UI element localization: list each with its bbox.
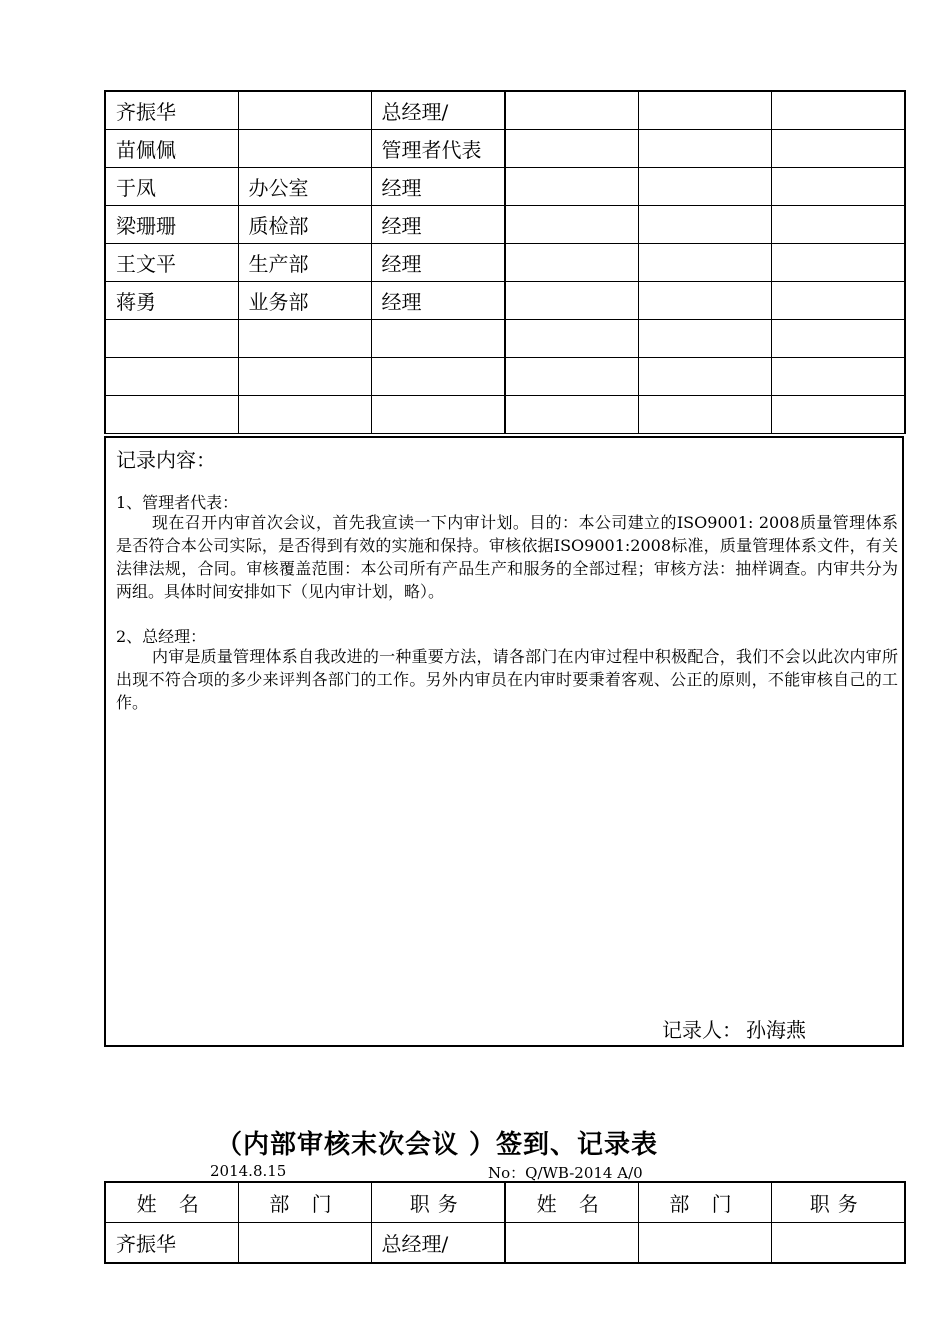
name-cell [505,396,638,434]
record-title: 记录内容： [116,448,216,472]
table-row [105,396,905,434]
position-cell: 经理 [371,206,505,244]
column-header: 姓 名 [105,1182,238,1223]
name-cell: 王文平 [105,244,238,282]
dept-cell [238,91,371,130]
header-row [105,1182,905,1223]
table-row [105,91,905,130]
position-cell [771,168,905,206]
form2-date: 2014.8.15 [210,1162,287,1180]
final-meeting-signin-table [104,1181,906,1264]
section2-text: 内审是质量管理体系自我改进的一种重要方法，请各部门在内审过程中积极配合，我们不会以此次内审所出现不符合项的多少来评判各部门的工作。另外内审员在内审时要秉着客观、公正的原则，不能审核自己的工作。 [116,647,898,712]
dept-cell [638,320,771,358]
form2-title: （内部审核末次会议 ）签到、记录表 [216,1130,659,1160]
column-header: 职务 [371,1182,505,1223]
position-cell [771,1223,905,1264]
position-cell [771,358,905,396]
position-cell [771,206,905,244]
position-cell [371,396,505,434]
name-cell [505,130,638,168]
position-cell [771,396,905,434]
column-header: 部 门 [238,1182,371,1223]
dept-cell [638,168,771,206]
dept-cell [638,358,771,396]
name-cell [105,396,238,434]
name-cell [505,168,638,206]
position-cell [771,320,905,358]
section2-heading: 2、总经理： [116,627,207,646]
dept-cell [238,358,371,396]
name-cell [105,358,238,396]
dept-cell [638,396,771,434]
name-cell: 苗佩佩 [105,130,238,168]
name-cell [505,320,638,358]
column-header: 部 门 [638,1182,771,1223]
table-row [105,168,905,206]
column-header: 姓 名 [505,1182,638,1223]
name-cell [105,320,238,358]
table-row [105,244,905,282]
dept-cell: 办公室 [238,168,371,206]
name-cell [505,244,638,282]
name-cell: 梁珊珊 [105,206,238,244]
dept-cell: 生产部 [238,244,371,282]
recorder [658,1014,806,1043]
name-cell [505,358,638,396]
table-row [105,282,905,320]
position-cell [771,244,905,282]
dept-cell [638,91,771,130]
record-content-box [104,436,904,1047]
name-cell [505,91,638,130]
name-cell: 蒋勇 [105,282,238,320]
dept-cell [638,206,771,244]
table-row [105,1223,905,1264]
dept-cell [238,396,371,434]
position-cell: 经理 [371,244,505,282]
position-cell [771,130,905,168]
table-row [105,358,905,396]
position-cell [371,358,505,396]
dept-cell [638,130,771,168]
position-cell: 管理者代表 [371,130,505,168]
name-cell [505,1223,638,1264]
position-cell [771,282,905,320]
position-cell: 经理 [371,282,505,320]
section1-heading: 1、管理者代表： [116,493,239,512]
dept-cell [238,130,371,168]
column-header: 职务 [771,1182,905,1223]
dept-cell [638,282,771,320]
name-cell: 于凤 [105,168,238,206]
name-cell [505,282,638,320]
dept-cell [638,244,771,282]
table-row [105,206,905,244]
dept-cell [238,320,371,358]
name-cell [505,206,638,244]
signin-table [104,90,906,434]
position-cell [771,91,905,130]
recorder-name: 孙海燕 [746,1018,806,1042]
position-cell: 经理 [371,168,505,206]
dept-cell: 业务部 [238,282,371,320]
position-cell [371,320,505,358]
dept-cell [638,1223,771,1264]
name-cell: 齐振华 [105,1223,238,1264]
form2-doc-number: No：Q/WB-2014 A/0 [488,1164,643,1182]
position-cell: 总经理/ [371,91,505,130]
position-cell: 总经理/ [371,1223,505,1264]
dept-cell [238,1223,371,1264]
table-row [105,320,905,358]
section1-text: 现在召开内审首次会议，首先我宣读一下内审计划。目的：本公司建立的ISO9001: 2008质量管理体系是否符合本公司实际，是否得到有效的实施和保持。审核依据ISO9001:2008标准，质量管理体系文件，有关法律法规，合同。审核覆盖范围：本公司所有产品生产和服务的全部过程；审核方法：抽样调查。内审共分为两组。具体时间安排如下（见内审计划，略）。 [116,513,898,601]
recorder-label: 记录人： [662,1018,742,1042]
dept-cell: 质检部 [238,206,371,244]
name-cell: 齐振华 [105,91,238,130]
table-row [105,130,905,168]
